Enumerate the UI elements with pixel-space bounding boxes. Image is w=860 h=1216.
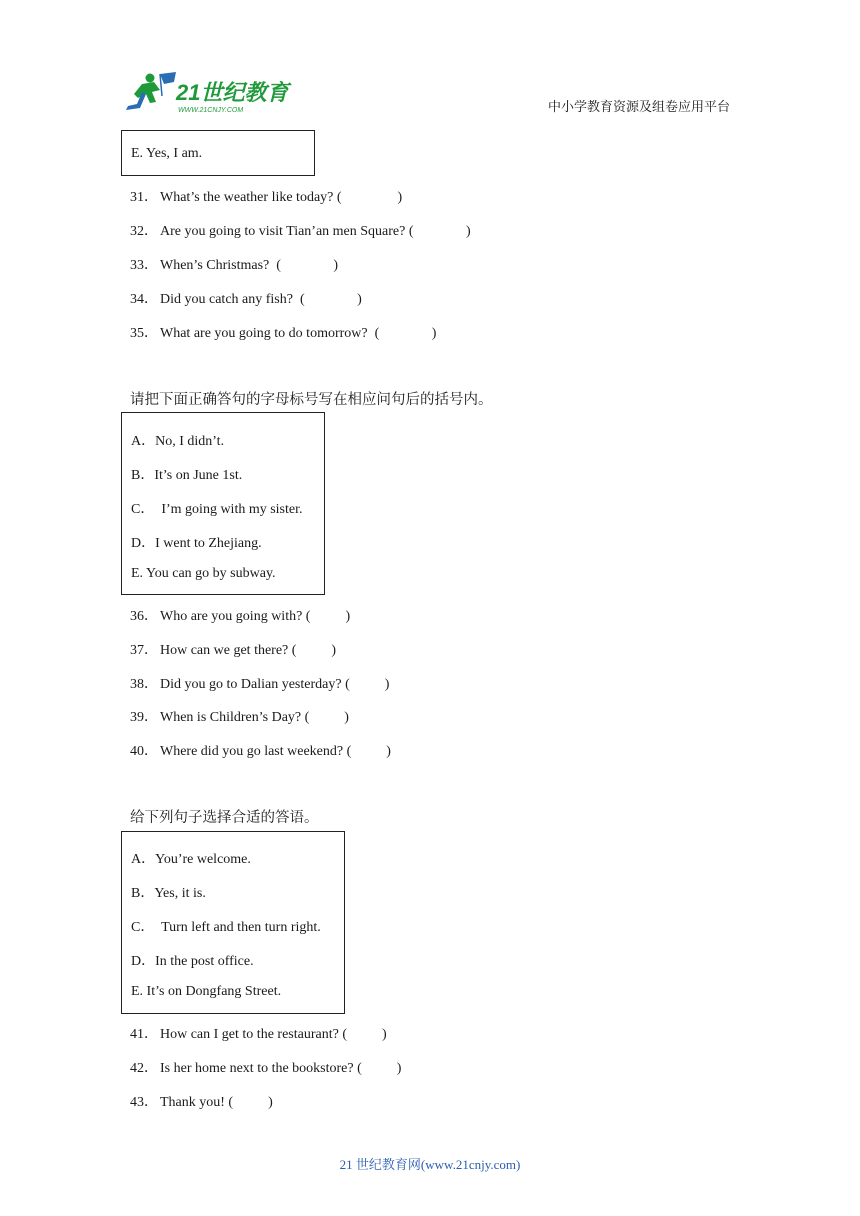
logo-text: 21世纪教育 (176, 80, 289, 105)
option-item: E. You can go by subway. (131, 566, 276, 581)
option-box-1 (121, 130, 315, 176)
option-item: E. Yes, I am. (131, 146, 203, 161)
question-37: 37． How can we get there? ( ) (130, 643, 337, 658)
option-item: A．No, I didn’t. (131, 434, 225, 449)
option-item: B．Yes, it is. (131, 886, 206, 901)
option-item: C． Turn left and then turn right. (131, 920, 321, 935)
question-43: 43． Thank you! ( ) (130, 1095, 273, 1110)
site-logo (120, 68, 295, 116)
question-34: 34． Did you catch any fish? ( ) (130, 292, 362, 307)
question-38: 38． Did you go to Dalian yesterday? ( ) (130, 677, 390, 692)
option-box-2 (121, 412, 325, 595)
option-item: E. It’s on Dongfang Street. (131, 984, 282, 999)
option-item: D．I went to Zhejiang. (131, 536, 262, 551)
header-platform-text: 中小学教育资源及组卷应用平台 (548, 99, 731, 114)
option-box-3 (121, 831, 345, 1014)
runner-logo-icon (120, 68, 295, 116)
question-42: 42． Is her home next to the bookstore? ( ) (130, 1061, 402, 1076)
question-41: 41． How can I get to the restaurant? ( ) (130, 1027, 387, 1042)
question-39: 39． When is Children’s Day? ( ) (130, 710, 349, 725)
question-40: 40． Where did you go last weekend? ( ) (130, 744, 391, 759)
question-36: 36． Who are you going with? ( ) (130, 609, 351, 624)
option-item: C． I’m going with my sister. (131, 502, 303, 517)
logo-url-text: WWW.21CNJY.COM (178, 107, 244, 114)
question-32: 32． Are you going to visit Tian’an men Square? ( ) (130, 224, 471, 239)
option-item: B．It’s on June 1st. (131, 468, 243, 483)
option-item: D．In the post office. (131, 954, 254, 969)
option-item: A．You’re welcome. (131, 852, 251, 867)
section-3-title: 给下列句子选择合适的答语。 (130, 810, 319, 826)
question-35: 35． What are you going to do tomorrow? ( ) (130, 326, 437, 341)
section-2-title: 请把下面正确答句的字母标号写在相应问句后的括号内。 (130, 392, 493, 408)
question-31: 31． What’s the weather like today? ( ) (130, 190, 403, 205)
footer-site-link[interactable]: 21 世纪教育网(www.21cnjy.com) (339, 1157, 521, 1172)
question-33: 33． When’s Christmas? ( ) (130, 258, 339, 273)
